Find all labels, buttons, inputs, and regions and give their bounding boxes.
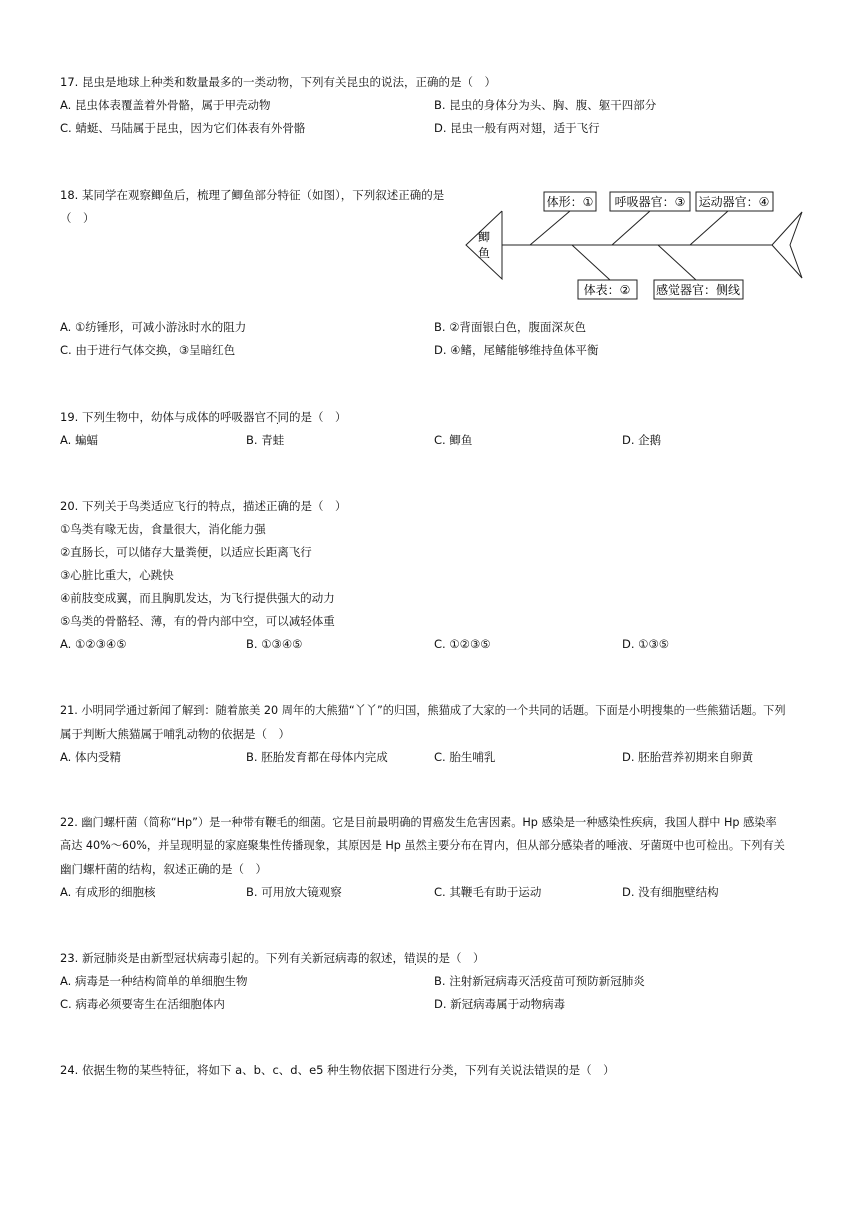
q21-option-d[interactable]: D. 胚胎营养初期来自卵黄	[622, 750, 754, 764]
q18-option-d[interactable]: D. ④鳍，尾鳍能够维持鱼体平衡	[434, 343, 599, 357]
q23-option-d[interactable]: D. 新冠病毒属于动物病毒	[434, 997, 566, 1011]
q24-stem-emphasis: 错误	[534, 1063, 558, 1077]
q20-statement-3: ③心脏比重大，心跳快	[60, 568, 174, 582]
q22-stem-line-2: 高达 40%～60%，并呈现明显的家庭聚集性传播现象，其原因是 Hp 虽然主要分布在胃内，但从部分感染者的唾液、牙菌斑中也可检出。下列有关	[60, 839, 785, 852]
q19-option-d[interactable]: D. 企鹅	[622, 433, 662, 447]
q21-stem-line-2: 属于判断大熊猫属于哺乳动物的依据是（ ）	[60, 727, 290, 741]
q20-statement-4: ④前肢变成翼，而且胸肌发达，为飞行提供强大的动力	[60, 591, 335, 605]
q22-option-d[interactable]: D. 没有细胞壁结构	[622, 885, 719, 899]
q17-option-b[interactable]: B. 昆虫的身体分为头、胸、腹、躯干四部分	[434, 98, 657, 112]
q17-option-c[interactable]: C. 蜻蜓、马陆属于昆虫，因为它们体表有外骨骼	[60, 121, 306, 135]
q18-stem: 18. 某同学在观察鲫鱼后，梳理了鲫鱼部分特征（如图），下列叙述正确的是	[60, 188, 445, 202]
q23-stem-post: 的是（ ）	[426, 951, 485, 965]
q18-option-a[interactable]: A. ①纺锤形，可减小游泳时水的阻力	[60, 320, 247, 334]
q20-option-a[interactable]: A. ①②③④⑤	[60, 637, 127, 651]
q22-option-a[interactable]: A. 有成形的细胞核	[60, 885, 156, 899]
diagram-box-shape: 体形：①	[546, 195, 594, 209]
q22-stem-line-1: 22. 幽门螺杆菌（简称“Hp”）是一种带有鞭毛的细菌。它是目前最明确的胃癌发生危害因素。Hp 感染是一种感染性疾病，我国人群中 Hp 感染率	[60, 816, 777, 829]
q19-option-b[interactable]: B. 青蛙	[246, 433, 285, 447]
q18-stem-paren: （ ）	[60, 211, 95, 225]
q21-option-c[interactable]: C. 胎生哺乳	[434, 750, 496, 764]
q21-option-b[interactable]: B. 胚胎发育都在母体内完成	[246, 750, 388, 764]
q20-statement-1: ①鸟类有喙无齿，食量很大，消化能力强	[60, 522, 266, 536]
q19-stem	[60, 409, 346, 425]
diagram-box-respiration: 呼吸器官：③	[614, 195, 686, 209]
q19-stem-emphasis: 不同	[265, 410, 289, 424]
carp-fishbone-diagram	[460, 186, 810, 304]
q22-option-b[interactable]: B. 可用放大镜观察	[246, 885, 342, 899]
q17-stem: 17. 昆虫是地球上种类和数量最多的一类动物，下列有关昆虫的说法，正确的是（ ）	[60, 75, 496, 89]
diagram-box-sense: 感觉器官：侧线	[655, 283, 741, 297]
q19-option-a[interactable]: A. 蝙蝠	[60, 433, 98, 447]
q24-stem-pre: 24. 依据生物的某些特征，将如下 a、b、c、d、e5 种生物依据下图进行分类，下列有关说法	[60, 1063, 535, 1077]
q23-stem-emphasis: 错误	[403, 951, 427, 965]
q23-stem-pre: 23. 新冠肺炎是由新型冠状病毒引起的。下列有关新冠病毒的叙述，	[60, 951, 404, 965]
q24-stem-post: 的是（ ）	[557, 1063, 615, 1077]
q19-stem-pre: 19. 下列生物中，幼体与成体的呼吸器官	[60, 410, 266, 424]
q20-statement-5: ⑤鸟类的骨骼轻、薄，有的骨内部中空，可以减轻体重	[60, 614, 335, 628]
q18-option-c[interactable]: C. 由于进行气体交换，③呈暗红色	[60, 343, 236, 357]
q19-option-c[interactable]: C. 鲫鱼	[434, 433, 473, 447]
diagram-head-label-2: 鱼	[477, 246, 491, 260]
q24-stem	[60, 1062, 615, 1078]
q21-option-a[interactable]: A. 体内受精	[60, 750, 121, 764]
q20-option-c[interactable]: C. ①②③⑤	[434, 637, 491, 651]
q22-option-c[interactable]: C. 其鞭毛有助于运动	[434, 885, 542, 899]
q23-option-c[interactable]: C. 病毒必须要寄生在活细胞体内	[60, 997, 225, 1011]
q23-option-a[interactable]: A. 病毒是一种结构简单的单细胞生物	[60, 974, 248, 988]
diagram-box-skin: 体表：②	[583, 283, 631, 297]
q23-option-b[interactable]: B. 注射新冠病毒灭活疫苗可预防新冠肺炎	[434, 974, 645, 988]
q20-option-b[interactable]: B. ①③④⑤	[246, 637, 303, 651]
q22-stem-line-3: 幽门螺杆菌的结构，叙述正确的是（ ）	[60, 862, 267, 876]
q20-option-d[interactable]: D. ①③⑤	[622, 637, 670, 651]
q20-statement-2: ②直肠长，可以储存大量粪便，以适应长距离飞行	[60, 545, 312, 559]
q17-option-a[interactable]: A. 昆虫体表覆盖着外骨骼，属于甲壳动物	[60, 98, 271, 112]
q18-option-b[interactable]: B. ②背面银白色，腹面深灰色	[434, 320, 587, 334]
q19-stem-post: 的是（ ）	[288, 410, 347, 424]
q21-stem-line-1: 21. 小明同学通过新闻了解到：随着旅美 20 周年的大熊猫“丫丫”的归国，熊猫成了大家的一个共同的话题。下面是小明搜集的一些熊猫话题。下列	[60, 704, 786, 717]
q23-stem	[60, 950, 484, 966]
q17-option-d[interactable]: D. 昆虫一般有两对翅，适于飞行	[434, 121, 600, 135]
diagram-box-movement: 运动器官：④	[698, 195, 770, 209]
q20-stem: 20. 下列关于鸟类适应飞行的特点，描述正确的是（ ）	[60, 499, 347, 513]
diagram-head-label-1: 鲫	[477, 230, 491, 244]
